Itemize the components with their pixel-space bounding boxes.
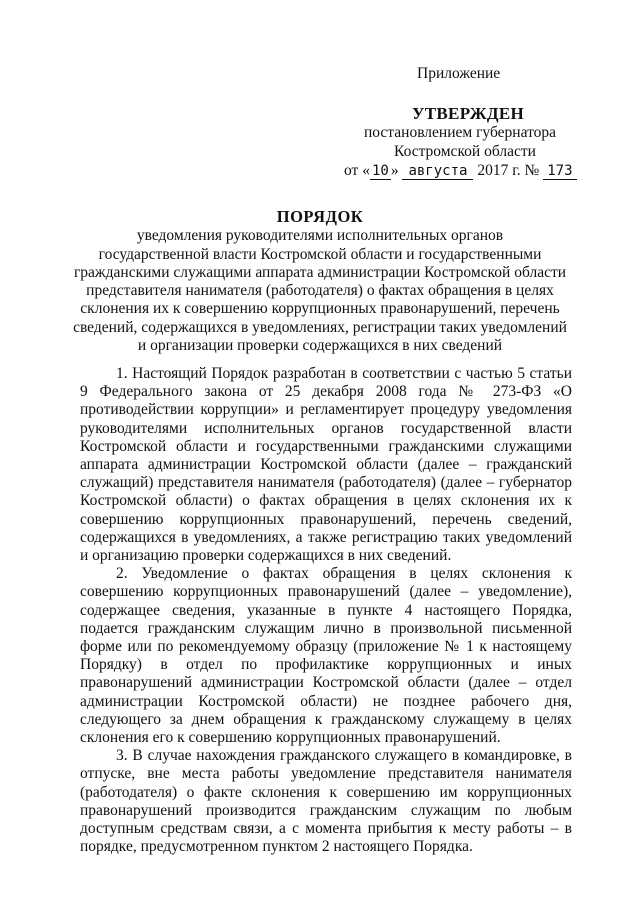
annex-label: Приложение (417, 65, 501, 82)
title-subline: государственной власти Костромской области и государственными (98, 245, 542, 263)
region-line: Костромской области (394, 143, 536, 160)
title-subline: и организации проверки содержащихся в них сведений (137, 337, 503, 355)
paragraph-3: 3. В случае нахождения гражданского служащего в командировке, в отпуске, вне места работы уведомление представителя нанимателя (работодателя) о факте склонения к совершению им коррупционных правонарушений производится гражданским служащим по любым доступным средствам связи, а с момента прибытия к месту работы – в порядке, предусмотренном пунктом 2 настоящего Порядка. (80, 747, 572, 856)
resolution-date-line (344, 161, 577, 181)
document-title: ПОРЯДОК (276, 207, 364, 226)
resolution-line: постановлением губернатора (364, 124, 557, 141)
approved-stamp-text: УТВЕРЖДЕН (412, 104, 525, 123)
handwritten-month: августа (402, 163, 473, 180)
title-subline: склонения их к совершению коррупционных правонарушений, перечень (80, 300, 560, 318)
document-title-block (60, 208, 580, 355)
title-subline: представителя нанимателя (работодателя) о фактах обращения в целях (86, 282, 554, 300)
title-subline: уведомления руководителями исполнительных органов (136, 227, 504, 245)
handwritten-day: 10 (371, 163, 389, 179)
date-year: 2017 г. № (477, 162, 540, 179)
handwritten-number: 173 (543, 163, 576, 180)
date-day-suffix: » (390, 162, 399, 179)
paragraph-2: 2. Уведомление о фактах обращения в целях склонения к совершению коррупционных правонарушений (далее – уведомление), содержащее сведения, указанные в пункте 4 настоящего Порядка, подается гражданским служащим лично в произвольной письменной форме или по рекомендуемому образцу (приложение № 1 к настоящему Порядку) в отдел по профилактике коррупционных и иных правонарушений администрации Костромской области (далее – отдел администрации Костромской области) не позднее рабочего дня, следующего за днем обращения к гражданскому служащему в целях склонения его к совершению коррупционных правонарушений. (80, 565, 572, 747)
paragraph-1: 1. Настоящий Порядок разработан в соответствии с частью 5 статьи 9 Федерального закона от 25 декабря 2008 года № 273-ФЗ «О противодействии коррупции» и регламентирует процедуру уведомления руководителями исполнительных органов государственной власти Костромской области и государственными гражданскими служащими аппарата администрации Костромской области (далее – гражданский служащий) представителя нанимателя (работодателя) (далее – губернатор Костромской области) о фактах обращения в целях склонения их к совершению коррупционных правонарушений, перечень сведений, содержащихся в уведомлениях, а также регистрацию таких уведомлений и организацию проверки содержащихся в них сведений. (80, 365, 572, 565)
title-subline: сведений, содержащихся в уведомлениях, регистрации таких уведомлений (73, 318, 567, 336)
title-subline: гражданскими служащими аппарата администрации Костромской области (73, 263, 567, 281)
date-prefix: от « (344, 162, 370, 179)
document-body (80, 365, 572, 856)
